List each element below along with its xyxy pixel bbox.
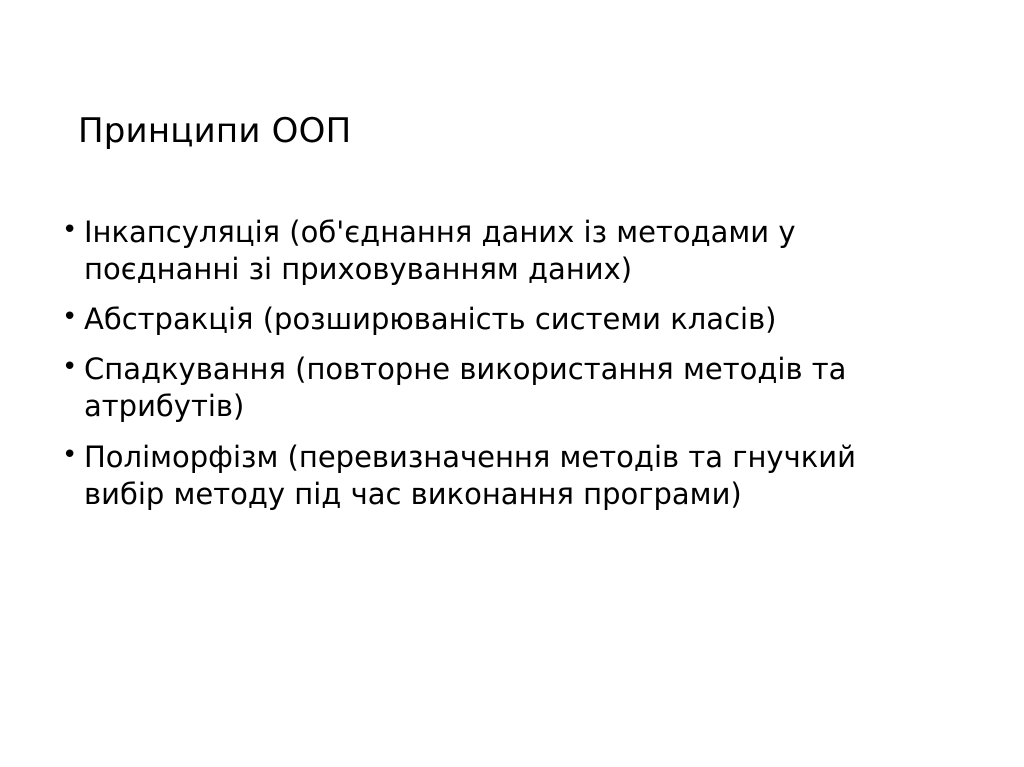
- bullet-point-icon: •: [62, 352, 78, 383]
- list-item: [62, 351, 972, 425]
- list-item: [62, 214, 972, 288]
- list-item-text: Спадкування (повторне використання методів та атрибутів): [84, 352, 847, 424]
- list-item-text: Абстракція (розширюваність системи класів): [84, 302, 777, 337]
- list-item: [62, 439, 972, 513]
- page-title: Принципи ООП: [78, 110, 352, 151]
- bullet-point-icon: •: [62, 302, 78, 333]
- list-item-text: Інкапсуляція (об'єднання даних із методами у поєднанні зі приховуванням даних): [84, 215, 796, 287]
- bullet-point-icon: •: [62, 215, 78, 245]
- list-item: [62, 301, 972, 338]
- bullet-point-icon: •: [62, 439, 78, 470]
- list-item-text: Поліморфізм (перевизначення методів та гнучкий вибір методу під час виконання програми): [84, 439, 856, 511]
- bullet-list: [62, 214, 972, 526]
